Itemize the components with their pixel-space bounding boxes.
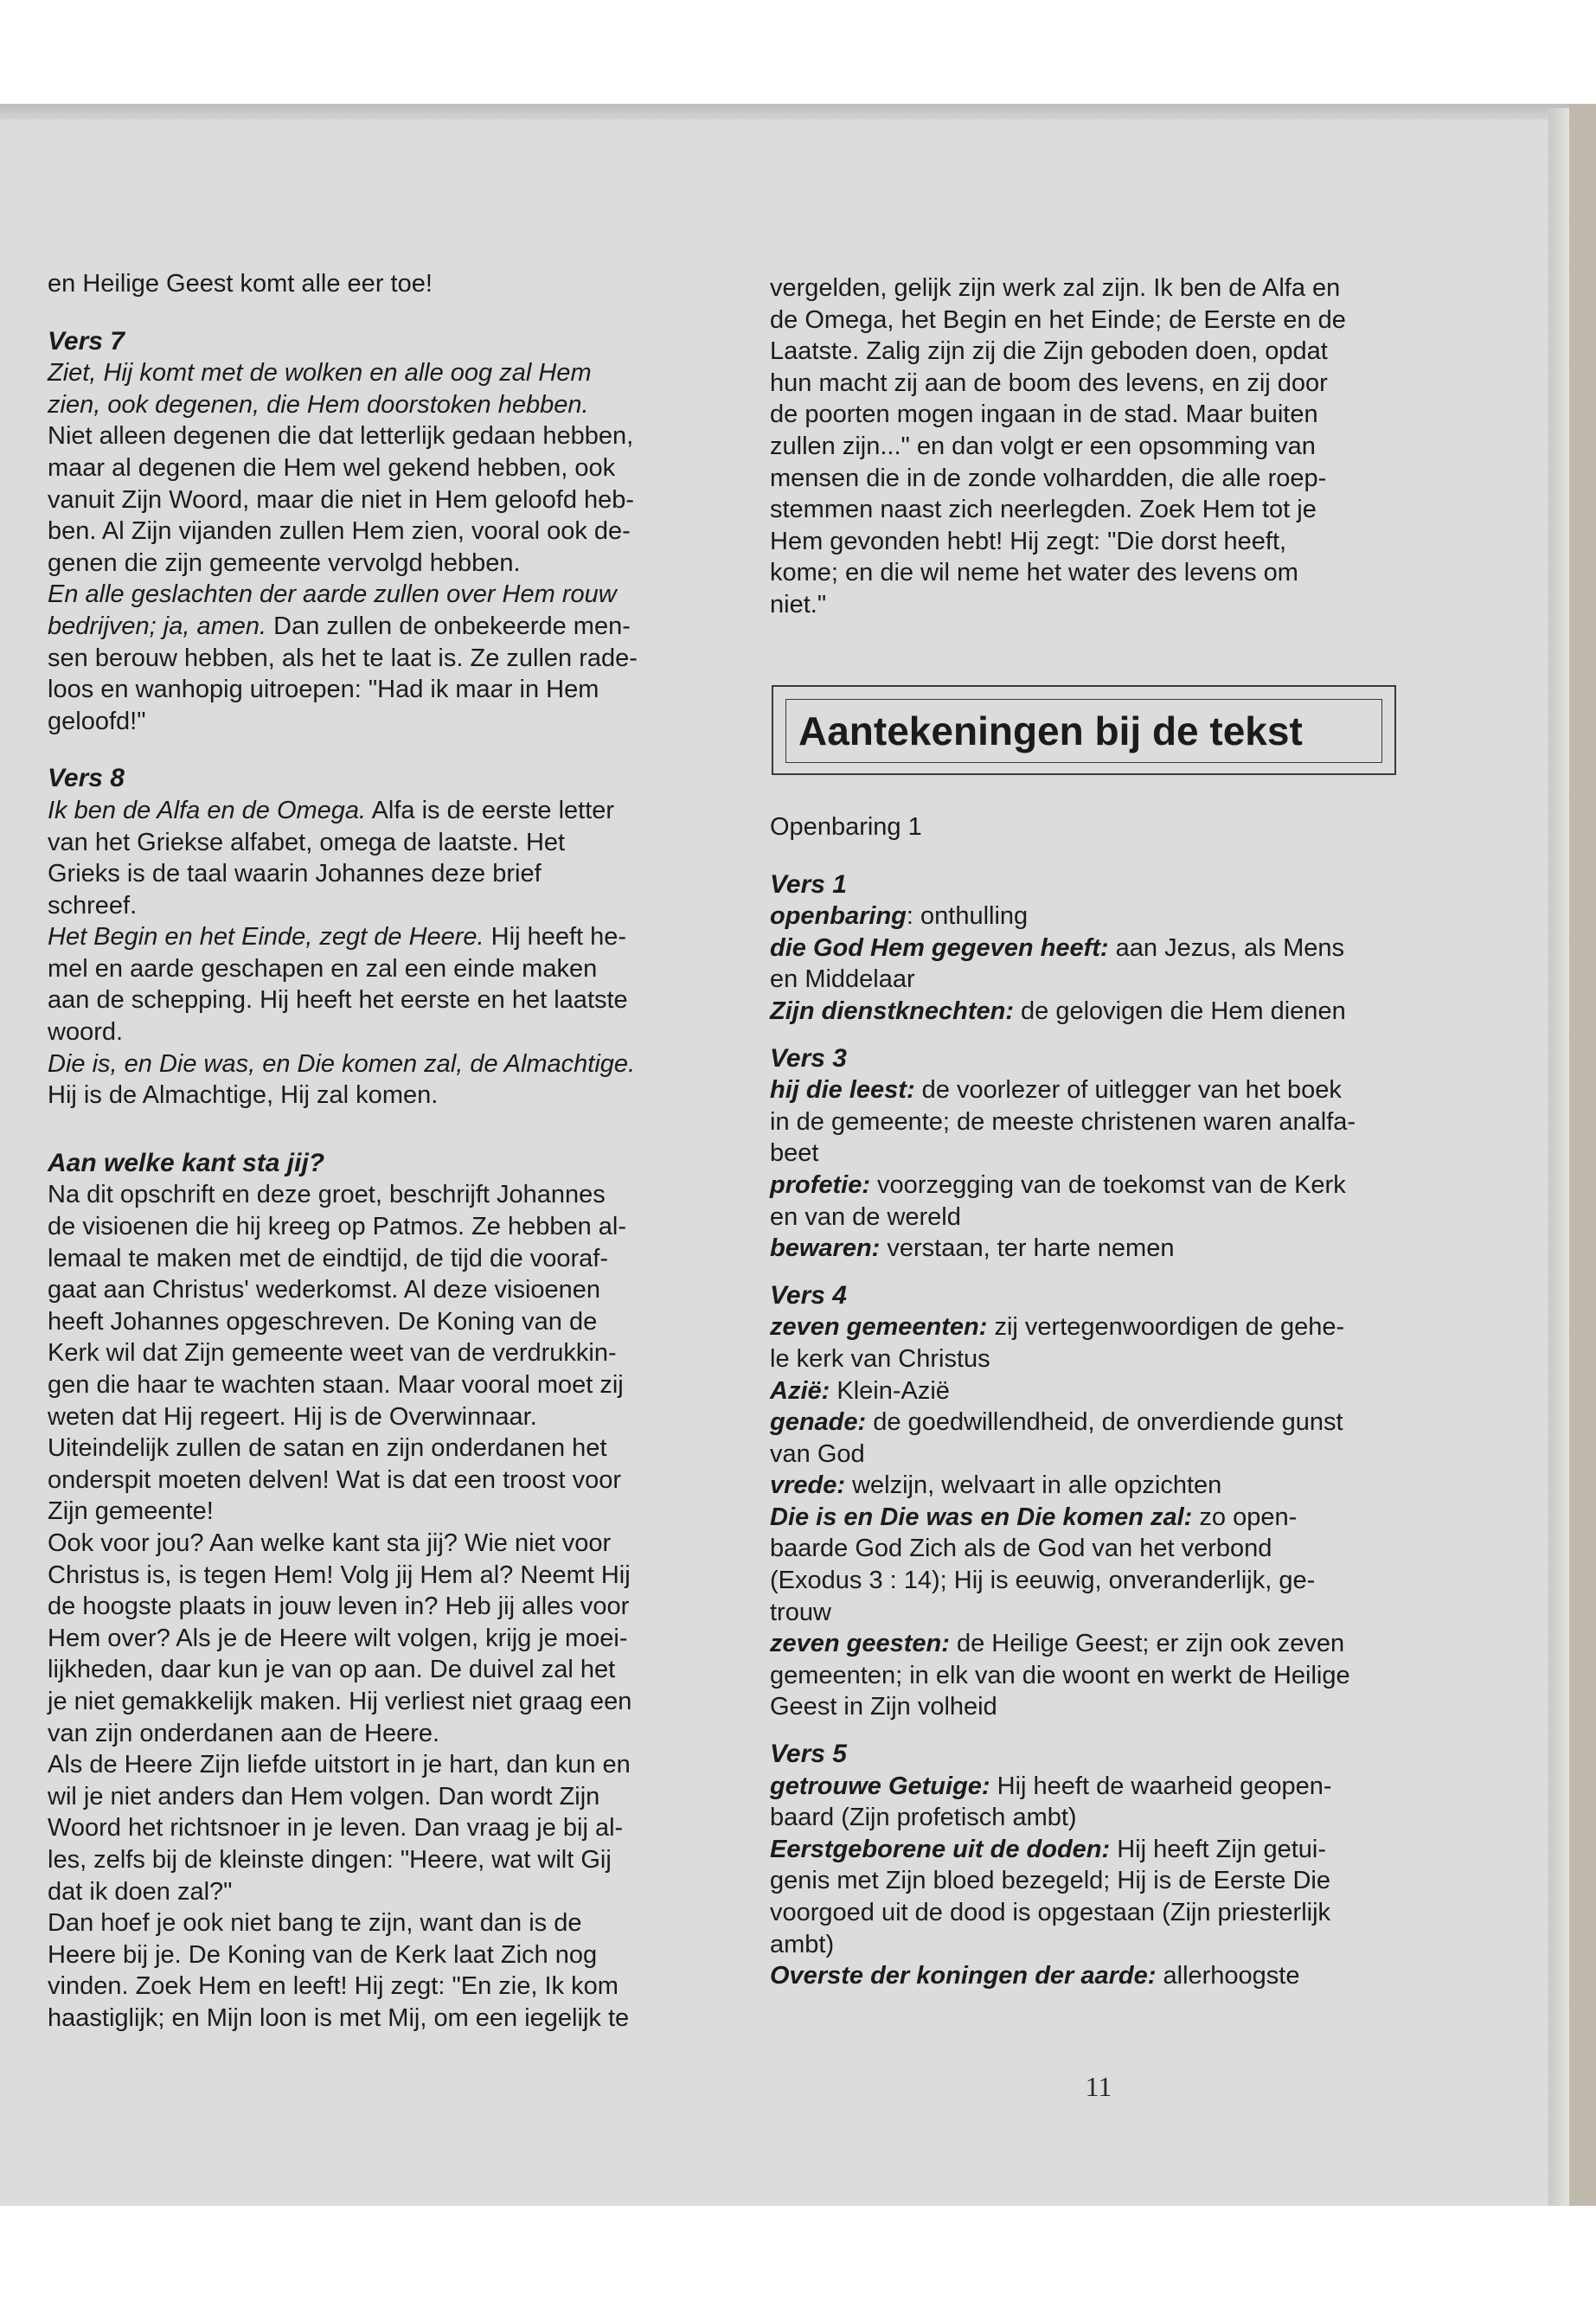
- note-term: profetie:: [770, 1170, 870, 1199]
- text-line: Kerk wil dat Zijn gemeente weet van de verdrukkin-: [48, 1339, 617, 1368]
- note-term: genade:: [770, 1408, 867, 1437]
- text-span: Alfa is de eerste letter: [366, 796, 615, 824]
- bible-quote: Die is, en Die was, en Die komen zal, de Almachtige.: [48, 1049, 636, 1078]
- text-line: weten dat Hij regeert. Hij is de Overwinnaar.: [48, 1402, 537, 1431]
- text-line: haastiglijk; en Mijn loon is met Mij, om een iegelijk te: [48, 2003, 630, 2032]
- note-line: [770, 901, 1410, 933]
- note-text: allerhoogste: [1156, 1962, 1300, 1990]
- page-number: 11: [1085, 2071, 1112, 2102]
- left-column: [48, 268, 688, 2034]
- text-line: wil je niet anders dan Hem volgen. Dan wordt Zijn: [48, 1782, 600, 1811]
- note-line: [770, 1771, 1410, 1803]
- vers-7-heading: Vers 7: [48, 326, 125, 356]
- note-line: [770, 1628, 1410, 1660]
- text-line: Hem over? Als je de Heere wilt volgen, krijg je moei-: [48, 1624, 628, 1652]
- note-term: hij die leest:: [770, 1076, 915, 1105]
- text-span: Dan zullen de onbekeerde men-: [266, 612, 631, 640]
- text-line: de poorten mogen ingaan in de stad. Maar buiten: [770, 401, 1318, 429]
- note-line: trouw: [770, 1598, 831, 1626]
- note-line: [770, 1074, 1410, 1106]
- text-line: de visioenen die hij kreeg op Patmos. Ze hebben al-: [48, 1213, 627, 1241]
- note-line: en van de wereld: [770, 1202, 961, 1231]
- text-line: kome; en die wil neme het water des levens om: [770, 559, 1298, 587]
- note-term: die God Hem gegeven heeft:: [770, 933, 1109, 962]
- text-line: geloofd!": [48, 707, 146, 735]
- text-line: Na dit opschrift en deze groet, beschrijft Johannes: [48, 1181, 606, 1209]
- note-term: Zijn dienstknechten:: [770, 997, 1014, 1025]
- text-line: lemaal te maken met de eindtijd, de tijd die vooraf-: [48, 1244, 609, 1272]
- right-column-notes: [770, 811, 1410, 1992]
- text-line: [48, 921, 688, 953]
- text-line: van zijn onderdanen aan de Heere.: [48, 1719, 440, 1747]
- note-term: Die is en Die was en Die komen zal:: [770, 1503, 1193, 1531]
- note-line: en Middelaar: [770, 965, 915, 994]
- note-term: vrede:: [770, 1471, 846, 1500]
- note-text: Klein-Azië: [830, 1376, 950, 1405]
- note-line: [770, 1960, 1410, 1992]
- bible-quote: En alle geslachten der aarde zullen over Hem rouw: [48, 580, 617, 609]
- bible-quote: zien, ook degenen, die Hem doorstoken hebben.: [48, 390, 589, 419]
- vers-8-heading: Vers 8: [48, 764, 125, 793]
- right-column-top: [770, 272, 1410, 621]
- text-line: Zijn gemeente!: [48, 1497, 214, 1526]
- text-line: Ook voor jou? Aan welke kant sta jij? Wie niet voor: [48, 1529, 612, 1557]
- text-line: maar al degenen die Hem wel gekend hebben, ook: [48, 453, 616, 482]
- bible-quote: Ik ben de Alfa en de Omega.: [48, 796, 367, 824]
- note-text: aan Jezus, als Mens: [1108, 933, 1344, 962]
- note-line: Geest in Zijn volheid: [770, 1693, 997, 1721]
- text-line: Christus is, is tegen Hem! Volg jij Hem al? Neemt Hij: [48, 1561, 631, 1589]
- text-line: hun macht zij aan de boom des levens, en zij door: [770, 369, 1328, 397]
- note-line: [770, 1311, 1410, 1343]
- bible-quote: bedrijven; ja, amen.: [48, 612, 267, 640]
- text-line: de hoogste plaats in jouw leven in? Heb jij alles voor: [48, 1593, 630, 1621]
- note-line: gemeenten; in elk van die woont en werkt de Heilige: [770, 1661, 1350, 1689]
- bible-quote: Ziet, Hij komt met de wolken en alle oog zal Hem: [48, 359, 592, 388]
- text-line: niet.": [770, 590, 827, 619]
- note-line: [770, 1834, 1410, 1866]
- note-line: ambt): [770, 1930, 835, 1958]
- note-text: de Heilige Geest; er zijn ook zeven: [949, 1630, 1345, 1658]
- text-line: Laatste. Zalig zijn zij die Zijn geboden doen, opdat: [770, 337, 1328, 366]
- text-line: vinden. Zoek Hem en leeft! Hij zegt: "En zie, Ik kom: [48, 1972, 619, 2001]
- note-line: voorgoed uit de dood is opgestaan (Zijn priesterlijk: [770, 1899, 1331, 1926]
- text-line: sen berouw hebben, als het te laat is. Ze zullen rade-: [48, 644, 638, 672]
- vers-5-heading: Vers 5: [770, 1740, 847, 1769]
- book-cover-edge: [1569, 104, 1596, 2214]
- note-term: Overste der koningen der aarde:: [770, 1962, 1157, 1990]
- bible-quote: Het Begin en het Einde, zegt de Heere.: [48, 923, 484, 952]
- note-text: welzijn, welvaart in alle opzichten: [845, 1471, 1222, 1500]
- text-line: mel en aarde geschapen en zal een einde maken: [48, 954, 598, 983]
- note-line: [770, 1170, 1410, 1202]
- text-line: stemmen naast zich neerlegden. Zoek Hem tot je: [770, 496, 1317, 524]
- note-line: [770, 1502, 1410, 1534]
- text-line: [48, 795, 688, 827]
- note-text: Hij heeft Zijn getui-: [1110, 1835, 1326, 1863]
- text-line: vergelden, gelijk zijn werk zal zijn. Ik ben de Alfa en: [770, 274, 1341, 302]
- note-text: voorzegging van de toekomst van de Kerk: [870, 1170, 1346, 1199]
- note-line: baard (Zijn profetisch ambt): [770, 1804, 1077, 1832]
- text-line: Heere bij je. De Koning van de Kerk laat Zich nog: [48, 1940, 598, 1969]
- note-line: van God: [770, 1439, 865, 1468]
- note-line: [770, 1470, 1410, 1502]
- note-line: baarde God Zich als de God van het verbond: [770, 1535, 1272, 1563]
- text-line: woord.: [48, 1018, 124, 1047]
- notes-title: Aantekeningen bij de tekst: [785, 699, 1382, 763]
- text-line: les, zelfs bij de kleinste dingen: "Heere, wat wilt Gij: [48, 1845, 612, 1874]
- note-text: zij vertegenwoordigen de gehe-: [987, 1313, 1345, 1342]
- note-text: Hij heeft de waarheid geopen-: [990, 1772, 1332, 1800]
- note-line: [770, 996, 1410, 1028]
- note-text: verstaan, ter harte nemen: [880, 1234, 1175, 1263]
- section-heading: Aan welke kant sta jij?: [48, 1148, 325, 1177]
- note-term: openbaring: [770, 902, 907, 931]
- text-line: en Heilige Geest komt alle eer toe!: [48, 270, 433, 298]
- vers-4-heading: Vers 4: [770, 1280, 847, 1310]
- text-line: genen die zijn gemeente vervolgd hebben.: [48, 548, 521, 577]
- page-edge: [1548, 108, 1569, 2206]
- text-line: Dan hoef je ook niet bang te zijn, want dan is de: [48, 1909, 582, 1938]
- text-line: loos en wanhopig uitroepen: "Had ik maar in Hem: [48, 676, 599, 704]
- vers-3-heading: Vers 3: [770, 1043, 847, 1073]
- note-term: zeven geesten:: [770, 1630, 950, 1658]
- note-line: [770, 1407, 1410, 1439]
- text-line: van het Griekse alfabet, omega de laatste. Het: [48, 828, 566, 856]
- note-text: de goedwillendheid, de onverdiende gunst: [866, 1408, 1343, 1437]
- text-line: Uiteindelijk zullen de satan en zijn onderdanen het: [48, 1434, 607, 1463]
- note-line: [770, 933, 1410, 965]
- note-line: beet: [770, 1139, 819, 1168]
- text-line: mensen die in de zonde volhardden, die alle roep-: [770, 464, 1327, 492]
- note-line: (Exodus 3 : 14); Hij is eeuwig, onveranderlijk, ge-: [770, 1567, 1316, 1595]
- note-text: : onthulling: [906, 902, 1029, 931]
- note-term: Eerstgeborene uit de doden:: [770, 1835, 1111, 1863]
- note-text: de gelovigen die Hem dienen: [1013, 997, 1346, 1025]
- note-term: Azië:: [770, 1376, 830, 1405]
- notes-title-box: [772, 685, 1396, 775]
- text-line: lijkheden, daar kun je van op aan. De duivel zal het: [48, 1656, 616, 1684]
- chapter-heading: Openbaring 1: [770, 813, 922, 841]
- text-line: Als de Heere Zijn liefde uitstort in je hart, dan kun en: [48, 1751, 631, 1779]
- vers-1-heading: Vers 1: [770, 869, 847, 899]
- text-line: [48, 611, 688, 643]
- note-line: genis met Zijn bloed bezegeld; Hij is de Eerste Die: [770, 1867, 1330, 1895]
- text-line: onderspit moeten delven! Wat is dat een troost voor: [48, 1465, 622, 1494]
- text-span: Hij heeft he-: [484, 923, 627, 952]
- text-line: zullen zijn..." en dan volgt er een opsomming van: [770, 432, 1316, 460]
- text-line: Niet alleen degenen die dat letterlijk gedaan hebben,: [48, 422, 634, 451]
- text-line: Grieks is de taal waarin Johannes deze brief: [48, 860, 542, 888]
- text-line: Hij is de Almachtige, Hij zal komen.: [48, 1081, 439, 1110]
- note-term: getrouwe Getuige:: [770, 1772, 990, 1800]
- note-term: bewaren:: [770, 1234, 881, 1263]
- note-line: in de gemeente; de meeste christenen waren analfa-: [770, 1107, 1356, 1136]
- note-text: zo open-: [1192, 1503, 1298, 1531]
- note-text: de voorlezer of uitlegger van het boek: [914, 1076, 1342, 1105]
- text-line: schreef.: [48, 891, 138, 920]
- text-line: gaat aan Christus' wederkomst. Al deze visioenen: [48, 1276, 601, 1304]
- note-line: [770, 1375, 1410, 1407]
- text-line: aan de schepping. Hij heeft het eerste en het laatste: [48, 986, 628, 1015]
- text-line: ben. Al Zijn vijanden zullen Hem zien, vooral ook de-: [48, 517, 631, 546]
- text-line: dat ik doen zal?": [48, 1877, 233, 1906]
- note-line: [770, 1233, 1410, 1265]
- text-line: vanuit Zijn Woord, maar die niet in Hem geloofd heb-: [48, 485, 635, 514]
- scan-top-edge: [0, 104, 1596, 121]
- note-line: le kerk van Christus: [770, 1344, 990, 1373]
- scan-bottom-margin: [0, 2206, 1596, 2301]
- text-line: de Omega, het Begin en het Einde; de Eerste en de: [770, 305, 1346, 334]
- text-line: Hem gevonden hebt! Hij zegt: "Die dorst heeft,: [770, 527, 1287, 555]
- text-line: je niet gemakkelijk maken. Hij verliest niet graag een: [48, 1687, 632, 1715]
- text-line: heeft Johannes opgeschreven. De Koning van de: [48, 1307, 598, 1336]
- text-line: gen die haar te wachten staan. Maar vooral moet zij: [48, 1371, 624, 1399]
- text-line: Woord het richtsnoer in je leven. Dan vraag je bij al-: [48, 1814, 624, 1843]
- note-term: zeven gemeenten:: [770, 1313, 988, 1342]
